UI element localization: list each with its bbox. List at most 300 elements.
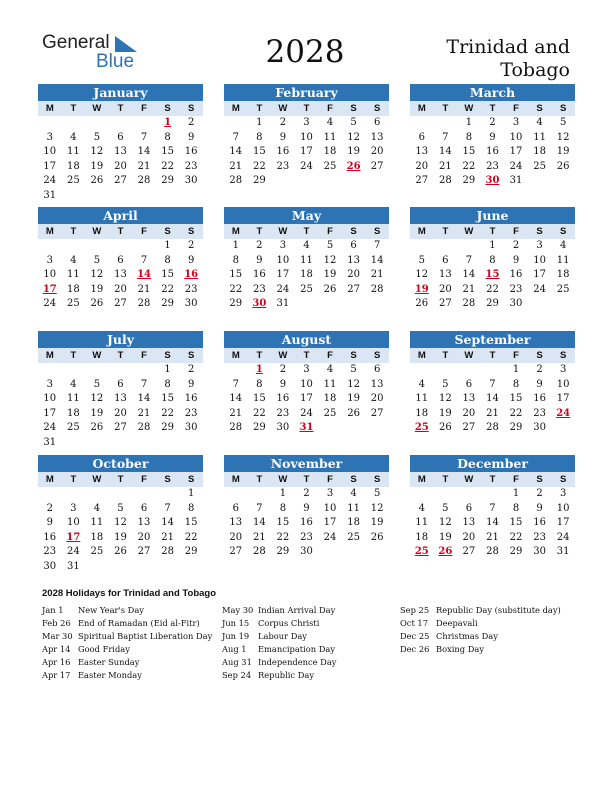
day-cell: 7 [140, 254, 148, 266]
day-cell [457, 487, 481, 502]
weekday-label: T [117, 226, 124, 237]
day-cell: 25 [323, 407, 337, 419]
holiday-day-cell: 25 [414, 422, 429, 433]
month-name: September [410, 331, 575, 348]
week-row [224, 378, 389, 393]
day-cell: 10 [533, 254, 546, 266]
day-cell: 19 [370, 517, 384, 528]
weekday-header [224, 224, 389, 239]
country-line-2: Tobago [500, 59, 570, 81]
day-cell: 31 [43, 436, 57, 448]
month-name: April [38, 207, 203, 224]
day-cell: 14 [438, 146, 452, 157]
week-row [38, 516, 203, 531]
day-cell: 13 [114, 269, 127, 280]
week-row [410, 421, 575, 436]
day-cell: 3 [70, 502, 77, 514]
day-cell [528, 297, 552, 312]
holiday-date: Aug 1 [222, 644, 247, 654]
day-cell: 3 [46, 254, 53, 266]
weekday-label: T [256, 226, 263, 237]
day-cell: 26 [90, 175, 104, 186]
day-cell: 26 [90, 298, 104, 309]
weekday-label: M [45, 350, 54, 361]
holiday-day-cell: 26 [438, 546, 453, 557]
day-cell: 7 [164, 502, 171, 514]
day-cell: 25 [556, 283, 570, 295]
weekday-label: S [536, 103, 543, 114]
day-cell [295, 297, 319, 312]
day-cell [109, 363, 133, 378]
holiday-name: Independence Day [258, 657, 337, 667]
week-row [38, 363, 203, 378]
day-cell: 19 [323, 269, 337, 280]
day-cell [156, 189, 180, 204]
day-cell: 12 [90, 269, 104, 280]
day-cell: 19 [438, 531, 452, 543]
week-row [38, 145, 203, 160]
day-cell: 15 [161, 269, 174, 280]
day-cell [132, 239, 156, 254]
week-row [410, 487, 575, 502]
month-march [410, 84, 575, 189]
day-cell: 12 [438, 517, 452, 528]
weekday-label: M [231, 226, 240, 237]
weekday-label: F [327, 103, 333, 114]
day-cell: 26 [347, 407, 360, 419]
weekday-label: M [231, 474, 240, 485]
day-cell [62, 363, 86, 378]
day-cell: 26 [370, 531, 384, 543]
holiday-date: Apr 16 [42, 657, 71, 667]
day-cell: 29 [509, 422, 523, 433]
day-cell: 24 [509, 160, 523, 172]
day-cell: 13 [462, 517, 476, 528]
weekday-label: T [70, 226, 77, 237]
day-cell: 31 [509, 175, 523, 186]
day-cell: 7 [140, 378, 148, 390]
day-cell [179, 189, 203, 204]
weekday-label: S [536, 350, 543, 361]
holiday-item [42, 643, 222, 656]
day-cell: 6 [373, 117, 381, 128]
day-cell: 26 [415, 298, 429, 309]
day-cell: 12 [370, 502, 384, 514]
weekday-label: S [164, 103, 171, 114]
week-row [410, 363, 575, 378]
day-cell [434, 487, 458, 502]
weekday-label: F [513, 474, 519, 485]
day-cell: 17 [43, 407, 57, 419]
day-cell: 7 [232, 378, 239, 390]
holiday-name: Labour Day [258, 631, 307, 641]
holiday-date: Jun 15 [222, 618, 250, 628]
day-cell: 9 [536, 502, 543, 514]
day-cell: 13 [347, 254, 360, 266]
day-cell: 27 [114, 298, 127, 309]
weekday-label: T [256, 474, 263, 485]
day-cell [179, 560, 203, 575]
day-cell: 2 [187, 364, 195, 375]
day-cell: 4 [326, 117, 334, 128]
country-name [410, 36, 570, 82]
day-cell: 14 [486, 393, 499, 404]
weekday-header [410, 472, 575, 487]
week-row [38, 531, 203, 546]
day-cell: 11 [323, 131, 337, 143]
weekday-label: S [536, 474, 543, 485]
month-october [38, 455, 203, 574]
day-cell: 4 [326, 364, 334, 375]
holiday-item [222, 656, 402, 669]
day-cell: 13 [370, 131, 384, 143]
day-cell: 5 [559, 117, 567, 128]
day-cell: 20 [114, 407, 127, 419]
day-cell: 10 [43, 393, 57, 404]
week-row [410, 283, 575, 298]
day-cell: 20 [370, 393, 384, 404]
weekday-header [224, 101, 389, 116]
day-cell: 25 [347, 531, 360, 543]
holiday-name: Emancipation Day [258, 644, 336, 654]
day-cell: 27 [370, 407, 384, 419]
week-row [38, 254, 203, 269]
holiday-item [222, 669, 402, 682]
day-cell: 2 [489, 117, 496, 128]
week-row [410, 502, 575, 517]
day-cell [318, 421, 342, 436]
day-cell: 4 [536, 117, 543, 128]
day-cell: 23 [509, 283, 523, 295]
day-cell: 22 [509, 531, 523, 543]
weekday-label: W [464, 226, 474, 237]
week-row [224, 160, 389, 175]
day-cell: 27 [114, 175, 127, 186]
day-cell [109, 436, 133, 451]
day-cell: 6 [117, 131, 124, 143]
weekday-header [38, 348, 203, 363]
day-cell: 24 [276, 283, 290, 295]
day-cell: 16 [276, 393, 290, 404]
day-cell [295, 174, 319, 189]
holiday-date: Oct 17 [400, 618, 428, 628]
day-cell: 27 [347, 283, 360, 295]
day-cell [62, 487, 86, 502]
day-cell: 1 [489, 240, 496, 251]
day-cell: 13 [415, 146, 429, 157]
day-cell [224, 116, 248, 131]
week-row [410, 392, 575, 407]
logo [42, 32, 152, 74]
day-cell [318, 297, 342, 312]
day-cell [85, 436, 109, 451]
day-cell [132, 560, 156, 575]
weekday-label: M [231, 350, 240, 361]
day-cell: 15 [161, 393, 174, 404]
day-cell: 3 [512, 117, 520, 128]
day-cell: 23 [184, 160, 198, 172]
day-cell: 20 [462, 531, 476, 543]
day-cell: 1 [164, 364, 171, 375]
week-row [38, 545, 203, 560]
weekday-label: M [417, 226, 426, 237]
month-april [38, 207, 203, 312]
day-cell: 15 [462, 146, 476, 157]
day-cell [551, 174, 575, 189]
day-cell [434, 239, 458, 254]
day-cell [528, 174, 552, 189]
day-cell: 28 [370, 283, 384, 295]
day-cell: 15 [184, 517, 198, 528]
week-row [224, 116, 389, 131]
day-cell: 21 [137, 407, 151, 419]
day-cell: 29 [229, 298, 243, 309]
day-cell: 2 [536, 364, 543, 375]
day-cell: 8 [512, 502, 520, 514]
holiday-date: May 30 [222, 605, 254, 615]
weekday-label: S [536, 226, 543, 237]
weekday-label: T [442, 226, 449, 237]
day-cell: 15 [229, 269, 243, 280]
day-cell: 22 [462, 160, 476, 172]
day-cell: 10 [556, 378, 570, 390]
day-cell: 10 [300, 378, 313, 390]
day-cell [410, 363, 434, 378]
day-cell: 16 [533, 517, 546, 528]
holiday-date: Mar 30 [42, 631, 73, 641]
holidays-title: 2028 Holidays for Trinidad and Tobago [42, 588, 217, 599]
day-cell: 6 [373, 364, 381, 375]
day-cell: 2 [46, 502, 53, 514]
day-cell [481, 363, 505, 378]
weekday-label: M [45, 474, 54, 485]
day-cell [365, 174, 389, 189]
day-cell: 24 [66, 546, 80, 557]
holiday-day-cell: 26 [346, 160, 361, 172]
day-cell: 27 [462, 422, 476, 433]
holiday-item [222, 630, 402, 643]
week-row [410, 545, 575, 560]
holiday-date: Feb 26 [42, 618, 71, 628]
day-cell: 15 [509, 517, 523, 528]
day-cell [271, 174, 295, 189]
day-cell [179, 436, 203, 451]
day-cell: 26 [90, 422, 104, 433]
weekday-label: M [417, 350, 426, 361]
day-cell: 20 [370, 146, 384, 157]
day-cell [132, 116, 156, 131]
weekday-label: T [303, 474, 310, 485]
day-cell: 6 [465, 378, 473, 390]
day-cell: 24 [556, 531, 570, 543]
month-name: December [410, 455, 575, 472]
day-cell: 3 [559, 488, 567, 499]
month-name: July [38, 331, 203, 348]
day-cell: 5 [93, 254, 101, 266]
day-cell: 28 [486, 546, 499, 557]
day-cell [551, 421, 575, 436]
day-cell: 29 [252, 422, 266, 433]
week-row [410, 160, 575, 175]
day-cell: 7 [373, 240, 381, 251]
day-cell: 30 [509, 298, 523, 309]
day-cell: 7 [442, 131, 449, 143]
day-cell: 23 [276, 160, 290, 172]
weekday-label: S [350, 226, 357, 237]
day-cell: 19 [347, 393, 360, 404]
day-cell: 26 [438, 422, 452, 433]
day-cell: 28 [486, 422, 499, 433]
day-cell: 23 [184, 407, 198, 419]
day-cell: 4 [70, 378, 77, 390]
week-row [224, 363, 389, 378]
day-cell [342, 174, 366, 189]
month-name: October [38, 455, 203, 472]
day-cell: 17 [556, 393, 570, 404]
weekday-label: S [373, 474, 381, 485]
day-cell: 5 [117, 502, 124, 514]
day-cell: 18 [415, 407, 429, 419]
day-cell: 11 [66, 393, 80, 404]
week-row [410, 239, 575, 254]
day-cell: 23 [533, 531, 546, 543]
day-cell: 6 [465, 502, 473, 514]
weekday-label: T [303, 350, 310, 361]
holiday-item [42, 617, 222, 630]
holiday-name: Indian Arrival Day [258, 605, 336, 615]
day-cell: 21 [438, 160, 452, 172]
day-cell: 14 [462, 269, 476, 280]
week-row [224, 392, 389, 407]
month-february [224, 84, 389, 189]
day-cell [365, 297, 389, 312]
holiday-item [400, 604, 580, 617]
day-cell: 17 [533, 269, 546, 280]
day-cell: 2 [279, 117, 287, 128]
holiday-item [42, 604, 222, 617]
month-september [410, 331, 575, 436]
weekday-label: W [464, 474, 474, 485]
day-cell: 21 [486, 531, 499, 543]
day-cell: 12 [114, 517, 127, 528]
day-cell: 9 [46, 517, 53, 528]
day-cell: 2 [279, 364, 287, 375]
day-cell: 10 [323, 502, 337, 514]
weekday-label: T [489, 103, 496, 114]
weekday-header [38, 472, 203, 487]
day-cell: 8 [187, 502, 195, 514]
day-cell: 11 [556, 254, 570, 266]
day-cell: 30 [300, 546, 313, 557]
weekday-label: S [164, 474, 171, 485]
week-row [410, 531, 575, 546]
day-cell: 12 [323, 254, 337, 266]
day-cell: 2 [512, 240, 520, 251]
day-cell: 3 [46, 131, 53, 143]
week-row [38, 189, 203, 204]
day-cell: 30 [533, 422, 546, 433]
weekday-label: W [92, 350, 102, 361]
holiday-name: Deepavali [436, 618, 478, 628]
holiday-day-cell: 24 [556, 407, 571, 419]
day-cell: 4 [70, 131, 77, 143]
holiday-name: Christmas Day [436, 631, 498, 641]
week-row [224, 239, 389, 254]
weekday-label: M [45, 226, 54, 237]
day-cell: 12 [347, 378, 360, 390]
weekday-label: S [373, 226, 381, 237]
weekday-label: S [559, 474, 567, 485]
day-cell [85, 363, 109, 378]
holiday-day-cell: 14 [137, 269, 151, 280]
week-row [410, 131, 575, 146]
day-cell: 17 [43, 160, 57, 172]
day-cell: 9 [187, 378, 195, 390]
day-cell: 10 [509, 131, 523, 143]
day-cell: 20 [462, 407, 476, 419]
day-cell [410, 239, 434, 254]
day-cell: 23 [533, 407, 546, 419]
day-cell [85, 239, 109, 254]
day-cell [132, 436, 156, 451]
day-cell: 21 [252, 531, 266, 543]
day-cell: 26 [323, 283, 337, 295]
day-cell: 18 [556, 269, 570, 280]
weekday-label: S [373, 103, 381, 114]
day-cell: 28 [137, 175, 151, 186]
holiday-item [400, 643, 580, 656]
weekday-label: S [373, 350, 381, 361]
day-cell: 5 [326, 240, 334, 251]
holiday-column [42, 604, 222, 682]
day-cell: 1 [187, 488, 195, 499]
day-cell: 5 [373, 488, 381, 499]
weekday-label: F [513, 226, 519, 237]
day-cell: 31 [66, 560, 80, 572]
day-cell: 19 [90, 407, 104, 419]
day-cell: 21 [229, 160, 243, 172]
weekday-header [38, 224, 203, 239]
day-cell: 29 [276, 546, 290, 557]
day-cell [224, 487, 248, 502]
day-cell: 9 [256, 254, 263, 266]
day-cell: 22 [161, 407, 174, 419]
day-cell: 27 [137, 546, 151, 557]
week-row [38, 421, 203, 436]
holiday-day-cell: 17 [42, 283, 57, 295]
weekday-label: T [303, 226, 310, 237]
day-cell: 28 [161, 546, 174, 557]
week-row [224, 487, 389, 502]
day-cell [457, 239, 481, 254]
day-cell: 4 [303, 240, 310, 251]
holiday-name: End of Ramadan (Eid al-Fitr) [78, 618, 200, 628]
day-cell [38, 363, 62, 378]
week-row [224, 407, 389, 422]
day-cell: 18 [415, 531, 429, 543]
day-cell: 29 [486, 298, 499, 309]
week-row [410, 174, 575, 189]
weekday-label: T [117, 350, 124, 361]
day-cell: 9 [489, 131, 496, 143]
day-cell: 5 [442, 502, 449, 514]
day-cell: 2 [187, 240, 195, 251]
week-row [224, 283, 389, 298]
weekday-header [410, 348, 575, 363]
day-cell: 6 [140, 502, 148, 514]
day-cell: 8 [232, 254, 239, 266]
weekday-label: S [350, 350, 357, 361]
